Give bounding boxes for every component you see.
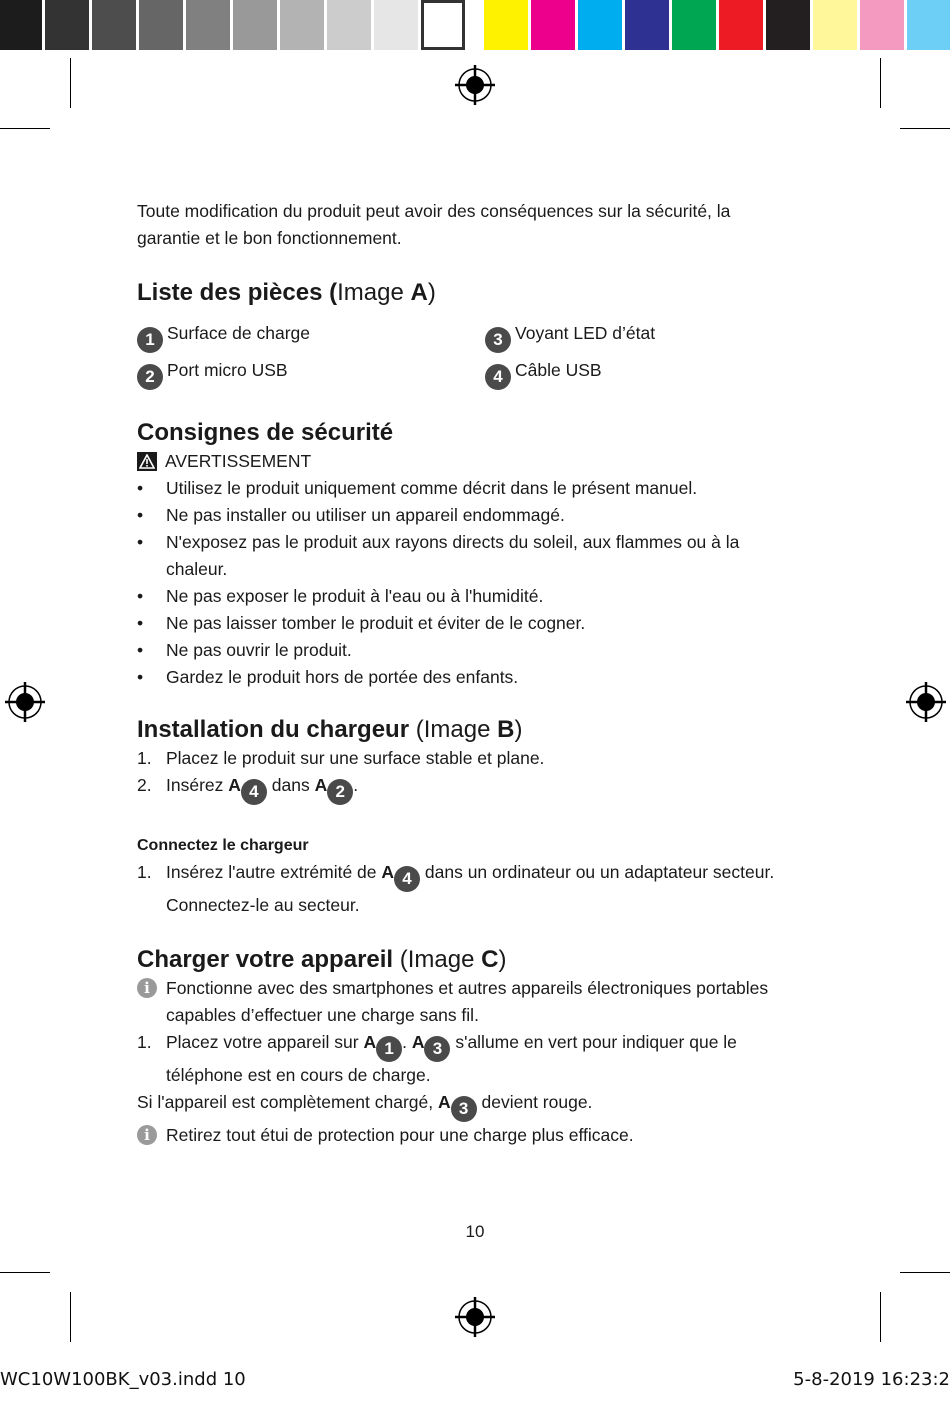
list-item: • Ne pas ouvrir le produit. <box>137 637 787 664</box>
color-swatch <box>813 0 857 50</box>
gray-swatch <box>0 0 42 50</box>
number-badge: 4 <box>485 364 511 390</box>
color-swatch <box>766 0 810 50</box>
part-item: 2 Port micro USB <box>137 357 485 390</box>
color-swatch <box>672 0 716 50</box>
list-item: 1. Placez le produit sur une surface stable et plane. <box>137 748 545 768</box>
info-note: i Fonctionne avec des smartphones et autres appareils électroniques portables capables d’effectuer une charge sans fil. <box>137 975 787 1029</box>
gray-swatch <box>327 0 371 50</box>
warning-row: AVERTISSEMENT <box>137 448 787 475</box>
list-item: • Ne pas exposer le produit à l'eau ou à l'humidité. <box>137 583 787 610</box>
color-swatch <box>907 0 950 50</box>
number-badge: 3 <box>451 1096 477 1122</box>
part-item: 3 Voyant LED d’état <box>485 320 785 353</box>
crop-mark <box>0 1272 50 1273</box>
number-badge: 3 <box>485 327 511 353</box>
crop-mark <box>70 58 71 108</box>
number-badge: 1 <box>137 327 163 353</box>
color-swatch <box>484 0 528 50</box>
gray-swatch <box>280 0 324 50</box>
charge-steps <box>137 1029 787 1089</box>
crop-mark <box>70 1292 71 1342</box>
slug-file-name: WC10W100BK_v03.indd 10 <box>0 1369 246 1390</box>
color-swatch <box>578 0 622 50</box>
connect-steps <box>137 859 787 919</box>
color-calibration-bar <box>0 0 950 50</box>
install-steps <box>137 745 787 805</box>
install-heading: Installation du chargeur (Image B) <box>137 716 523 743</box>
list-item: • N'exposez pas le produit aux rayons directs du soleil, aux flammes ou à la chaleur. <box>137 529 787 583</box>
crop-mark <box>880 1292 881 1342</box>
registration-mark-icon <box>453 1295 497 1339</box>
info-note: i Retirez tout étui de protection pour une charge plus efficace. <box>137 1122 787 1149</box>
color-swatch <box>625 0 669 50</box>
parts-list <box>137 320 787 390</box>
connect-heading: Connectez le chargeur <box>137 837 309 854</box>
manual-page-content <box>137 198 787 1149</box>
list-item: 1. Insérez l'autre extrémité de A 4 dans un ordinateur ou un adaptateur secteur. Connectez-le au secteur. <box>137 862 775 915</box>
gray-swatch <box>92 0 136 50</box>
number-badge: 2 <box>327 779 353 805</box>
list-item: • Ne pas installer ou utiliser un appareil endommagé. <box>137 502 787 529</box>
gray-swatch <box>233 0 277 50</box>
gray-swatch <box>45 0 89 50</box>
crop-mark <box>880 58 881 108</box>
charge-heading: Charger votre appareil (Image C) <box>137 946 507 973</box>
parts-heading: Liste des pièces (Image A) <box>137 279 436 306</box>
gray-swatch <box>421 0 465 50</box>
number-badge: 4 <box>394 866 420 892</box>
gray-swatch <box>186 0 230 50</box>
registration-mark-icon <box>904 680 948 724</box>
crop-mark <box>900 1272 950 1273</box>
list-item: • Utilisez le produit uniquement comme décrit dans le présent manuel. <box>137 475 787 502</box>
warning-icon <box>137 452 157 471</box>
part-item: 4 Câble USB <box>485 357 785 390</box>
page-number: 10 <box>465 1222 485 1241</box>
part-item: 1 Surface de charge <box>137 320 485 353</box>
color-swatch <box>531 0 575 50</box>
registration-mark-icon <box>3 680 47 724</box>
color-swatch <box>719 0 763 50</box>
number-badge: 1 <box>376 1036 402 1062</box>
crop-mark <box>900 128 950 129</box>
list-item: • Ne pas laisser tomber le produit et éviter de le cogner. <box>137 610 787 637</box>
number-badge: 3 <box>424 1036 450 1062</box>
safety-heading: Consignes de sécurité <box>137 419 394 446</box>
list-item: 1. Placez votre appareil sur A 1 . A 3 s'allume en vert pour indiquer que le téléphone est en cours de charge. <box>137 1032 737 1085</box>
info-icon: i <box>137 978 157 998</box>
full-charge-note: Si l'appareil est complètement chargé, A 3 devient rouge. <box>137 1089 787 1122</box>
safety-list <box>137 475 787 691</box>
gray-swatch <box>374 0 418 50</box>
number-badge: 4 <box>241 779 267 805</box>
intro-paragraph: Toute modification du produit peut avoir des conséquences sur la sécurité, la garantie et le bon fonctionnement. <box>137 201 731 248</box>
info-icon: i <box>137 1125 157 1145</box>
number-badge: 2 <box>137 364 163 390</box>
crop-mark <box>0 128 50 129</box>
registration-mark-icon <box>453 63 497 107</box>
slug-timestamp: 5-8-2019 16:23:2 <box>793 1369 950 1390</box>
list-item: 2. Insérez A 4 dans A 2 . <box>137 772 787 805</box>
color-swatch <box>860 0 904 50</box>
list-item: • Gardez le produit hors de portée des enfants. <box>137 664 787 691</box>
gray-swatch <box>139 0 183 50</box>
